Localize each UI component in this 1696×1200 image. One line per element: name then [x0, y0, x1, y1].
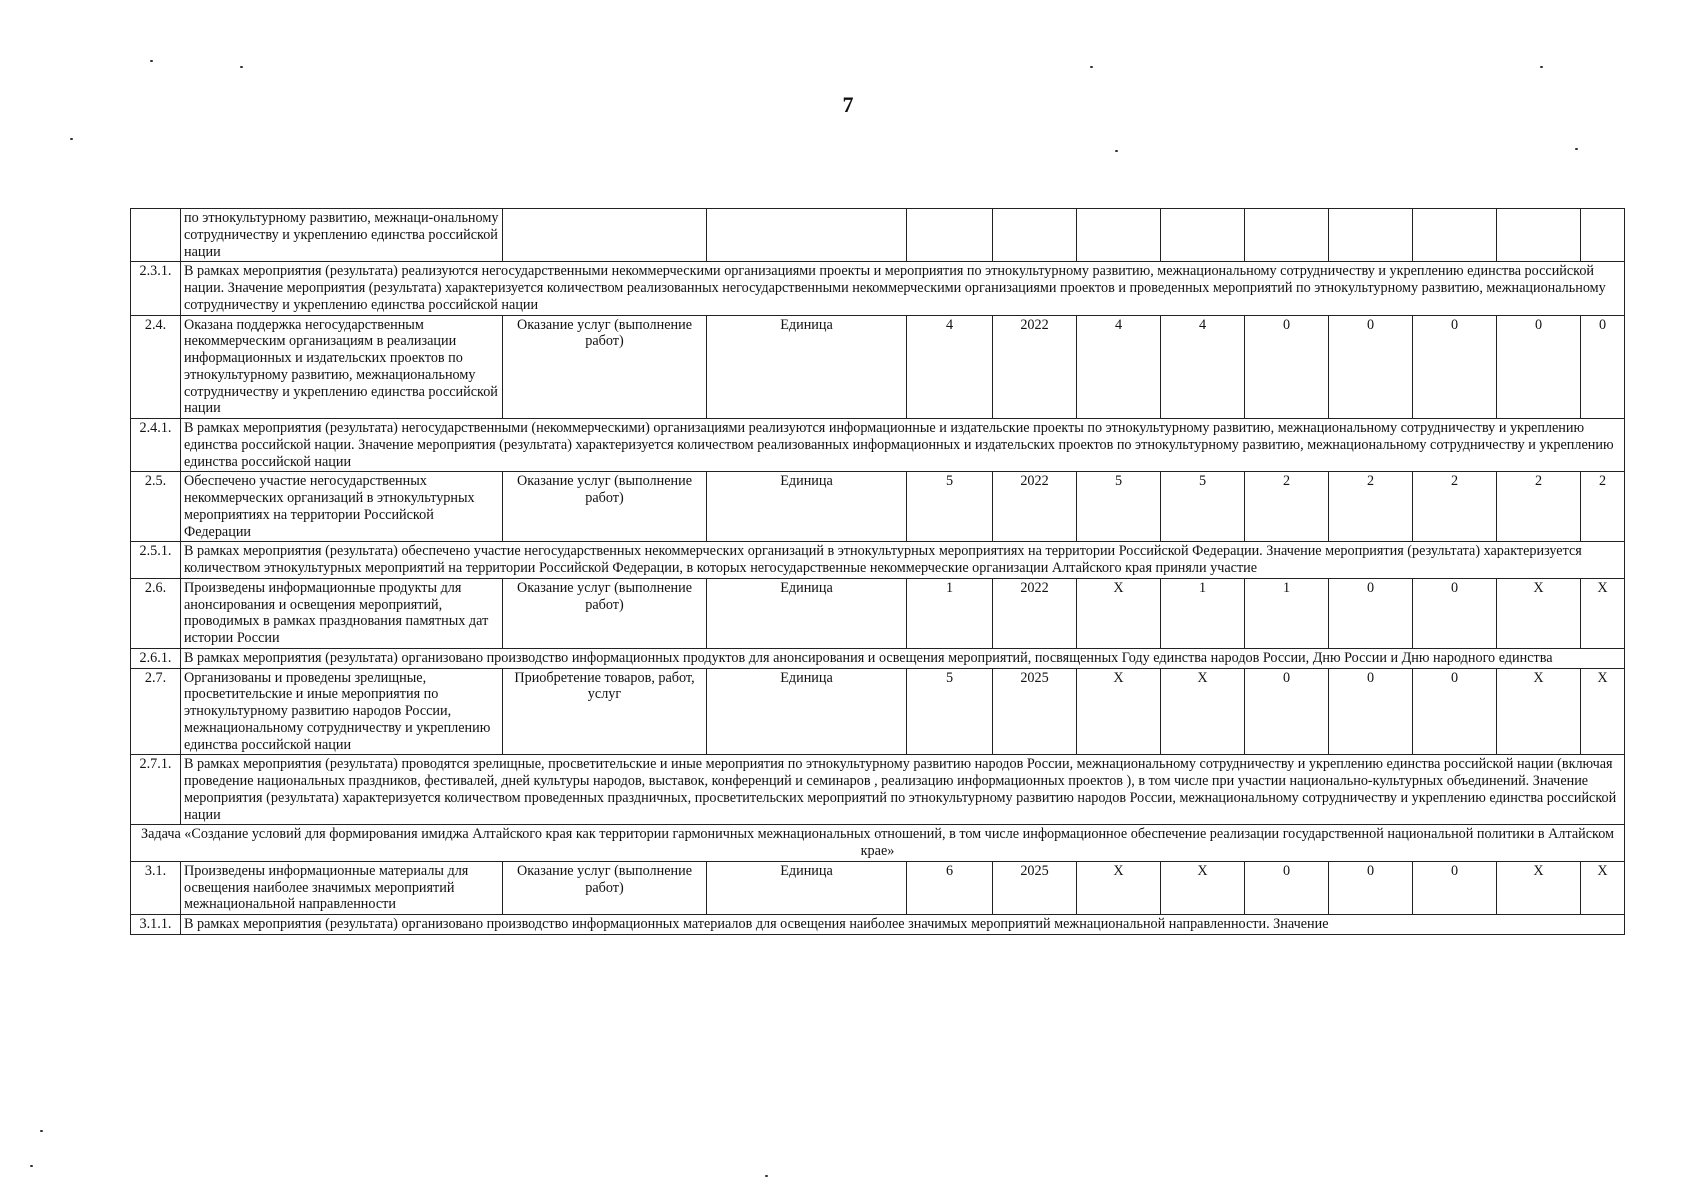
- value-cell: 2022: [993, 315, 1077, 419]
- result-name: по этнокультурному развитию, межнаци-ональному сотрудничеству и укреплению единства российской нации: [181, 209, 503, 262]
- value-cell: X: [1581, 668, 1625, 755]
- value-cell: X: [1077, 861, 1161, 914]
- value-cell: [1413, 209, 1497, 262]
- value-cell: [1077, 209, 1161, 262]
- result-row: [131, 668, 1625, 755]
- result-row: [131, 315, 1625, 419]
- value-cell: 5: [1161, 472, 1245, 542]
- value-cell: 2022: [993, 472, 1077, 542]
- scan-speck: [1575, 148, 1578, 150]
- unit-of-measure: Единица: [707, 578, 907, 648]
- result-description: В рамках мероприятия (результата) организовано производство информационных материалов для освещения наиболее значимых мероприятий межнациональной направленности. Значение: [181, 915, 1625, 935]
- row-number: 2.4.: [131, 315, 181, 419]
- value-cell: [1245, 209, 1329, 262]
- value-cell: 0: [1497, 315, 1581, 419]
- results-table: [130, 208, 1625, 935]
- row-number: [131, 209, 181, 262]
- result-name: Организованы и проведены зрелищные, просветительские и иные мероприятия по этнокультурному развитию народов России, межнациональному сотрудничеству и укреплению единства российской нации: [181, 668, 503, 755]
- task-row: [131, 825, 1625, 862]
- table-body: [131, 209, 1625, 935]
- page-number: 7: [842, 92, 854, 117]
- result-row: [131, 861, 1625, 914]
- value-cell: 4: [907, 315, 993, 419]
- unit-of-measure: Единица: [707, 668, 907, 755]
- value-cell: 0: [1413, 315, 1497, 419]
- scan-speck: [40, 1130, 43, 1132]
- scan-speck: [150, 60, 153, 62]
- value-cell: 0: [1329, 861, 1413, 914]
- value-cell: 0: [1413, 668, 1497, 755]
- value-cell: 2: [1497, 472, 1581, 542]
- value-cell: 0: [1329, 578, 1413, 648]
- value-cell: 1: [1161, 578, 1245, 648]
- value-cell: X: [1581, 578, 1625, 648]
- result-description: В рамках мероприятия (результата) негосударственными (некоммерческими) организациями реализуются информационные и издательские проекты по этнокультурному развитию, межнациональному сотрудничеству и укреплению единства российской нации. Значение мероприятия (результата) характеризуется количеством реализованных информационных и издательских проектов по этнокультурному развитию, межнациональному сотрудничеству и укреплению единства российской нации: [181, 419, 1625, 472]
- unit-of-measure: Единица: [707, 315, 907, 419]
- value-cell: 2: [1581, 472, 1625, 542]
- description-row: [131, 648, 1625, 668]
- result-type: Оказание услуг (выполнение работ): [503, 861, 707, 914]
- result-name: Произведены информационные материалы для освещения наиболее значимых мероприятий межнациональной направленности: [181, 861, 503, 914]
- row-number: 2.5.1.: [131, 542, 181, 579]
- description-row: [131, 915, 1625, 935]
- value-cell: [1161, 209, 1245, 262]
- scan-speck: [30, 1165, 33, 1167]
- row-number: 3.1.1.: [131, 915, 181, 935]
- row-number: 2.6.: [131, 578, 181, 648]
- result-type: Оказание услуг (выполнение работ): [503, 315, 707, 419]
- row-number: 2.4.1.: [131, 419, 181, 472]
- value-cell: 0: [1245, 668, 1329, 755]
- value-cell: 2: [1413, 472, 1497, 542]
- value-cell: 5: [907, 472, 993, 542]
- scan-speck: [765, 1175, 768, 1177]
- value-cell: 4: [1077, 315, 1161, 419]
- result-name: Обеспечено участие негосударственных некоммерческих организаций в этнокультурных мероприятиях на территории Российской Федерации: [181, 472, 503, 542]
- row-number: 2.5.: [131, 472, 181, 542]
- unit-of-measure: [707, 209, 907, 262]
- result-name: Оказана поддержка негосударственным некоммерческим организациям в реализации информационных и издательских проектов по этнокультурному развитию, межнациональному сотрудничеству и укреплению единства российской нации: [181, 315, 503, 419]
- value-cell: 0: [1245, 315, 1329, 419]
- value-cell: 0: [1245, 861, 1329, 914]
- row-number: 2.6.1.: [131, 648, 181, 668]
- value-cell: 1: [907, 578, 993, 648]
- scan-speck: [70, 138, 73, 140]
- row-number: 3.1.: [131, 861, 181, 914]
- value-cell: [1581, 209, 1625, 262]
- result-row: [131, 472, 1625, 542]
- value-cell: 0: [1413, 861, 1497, 914]
- row-number: 2.7.: [131, 668, 181, 755]
- scan-speck: [240, 66, 243, 68]
- value-cell: [1329, 209, 1413, 262]
- scan-speck: [1090, 66, 1093, 68]
- value-cell: 5: [907, 668, 993, 755]
- scan-speck: [1540, 66, 1543, 68]
- value-cell: [993, 209, 1077, 262]
- value-cell: 0: [1329, 315, 1413, 419]
- result-description: В рамках мероприятия (результата) проводятся зрелищные, просветительские и иные мероприятия по этнокультурному развитию народов России, межнациональному сотрудничеству и укреплению единства российской нации (включая проведение национальных праздников, фестивалей, дней культуры народов, выставок, конференций и семинаров , реализацию информационных проектов ), в том числе при участии национально-культурных объединений. Значение мероприятия (результата) характеризуется количеством проведенных праздничных, просветительских мероприятий по этнокультурному развитию народов России, межнациональному сотрудничеству и укреплению единства российской нации: [181, 755, 1625, 825]
- result-type: Оказание услуг (выполнение работ): [503, 578, 707, 648]
- description-row: [131, 419, 1625, 472]
- value-cell: [1497, 209, 1581, 262]
- row-number: 2.3.1.: [131, 262, 181, 315]
- description-row: [131, 542, 1625, 579]
- task-heading: Задача «Создание условий для формирования имиджа Алтайского края как территории гармоничных межнациональных отношений, в том числе информационное обеспечение реализации государственной национальной политики в Алтайском крае»: [131, 825, 1625, 862]
- result-description: В рамках мероприятия (результата) организовано производство информационных продуктов для анонсирования и освещения мероприятий, посвященных Году единства народов России, Дню России и Дню народного единства: [181, 648, 1625, 668]
- value-cell: 4: [1161, 315, 1245, 419]
- value-cell: 2022: [993, 578, 1077, 648]
- unit-of-measure: Единица: [707, 861, 907, 914]
- result-description: В рамках мероприятия (результата) реализуются негосударственными некоммерческими организациями проекты и мероприятия по этнокультурному развитию, межнациональному сотрудничеству и укреплению единства российской нации. Значение мероприятия (результата) характеризуется количеством реализованных негосударственными некоммерческими организациями проектов и проведенных мероприятий по этнокультурному развитию, межнациональному сотрудничеству и укреплению единства российской нации: [181, 262, 1625, 315]
- result-description: В рамках мероприятия (результата) обеспечено участие негосударственных некоммерческих организаций в этнокультурных мероприятиях на территории Российской Федерации. Значение мероприятия (результата) характеризуется количеством этнокультурных мероприятий на территории Российской Федерации, в которых негосударственные некоммерческие организации Алтайского края приняли участие: [181, 542, 1625, 579]
- value-cell: 0: [1581, 315, 1625, 419]
- result-type: [503, 209, 707, 262]
- value-cell: X: [1161, 668, 1245, 755]
- result-type: Приобретение товаров, работ, услуг: [503, 668, 707, 755]
- result-row: [131, 209, 1625, 262]
- value-cell: 2025: [993, 668, 1077, 755]
- description-row: [131, 262, 1625, 315]
- value-cell: 0: [1413, 578, 1497, 648]
- result-name: Произведены информационные продукты для анонсирования и освещения мероприятий, проводимых в рамках празднования памятных дат истории России: [181, 578, 503, 648]
- value-cell: X: [1581, 861, 1625, 914]
- value-cell: X: [1077, 578, 1161, 648]
- value-cell: X: [1161, 861, 1245, 914]
- value-cell: 2: [1329, 472, 1413, 542]
- value-cell: 2025: [993, 861, 1077, 914]
- unit-of-measure: Единица: [707, 472, 907, 542]
- row-number: 2.7.1.: [131, 755, 181, 825]
- value-cell: X: [1077, 668, 1161, 755]
- value-cell: X: [1497, 861, 1581, 914]
- value-cell: X: [1497, 668, 1581, 755]
- value-cell: 5: [1077, 472, 1161, 542]
- description-row: [131, 755, 1625, 825]
- value-cell: 6: [907, 861, 993, 914]
- value-cell: 0: [1329, 668, 1413, 755]
- value-cell: 1: [1245, 578, 1329, 648]
- value-cell: X: [1497, 578, 1581, 648]
- result-type: Оказание услуг (выполнение работ): [503, 472, 707, 542]
- scan-speck: [1115, 150, 1118, 152]
- value-cell: 2: [1245, 472, 1329, 542]
- value-cell: [907, 209, 993, 262]
- result-row: [131, 578, 1625, 648]
